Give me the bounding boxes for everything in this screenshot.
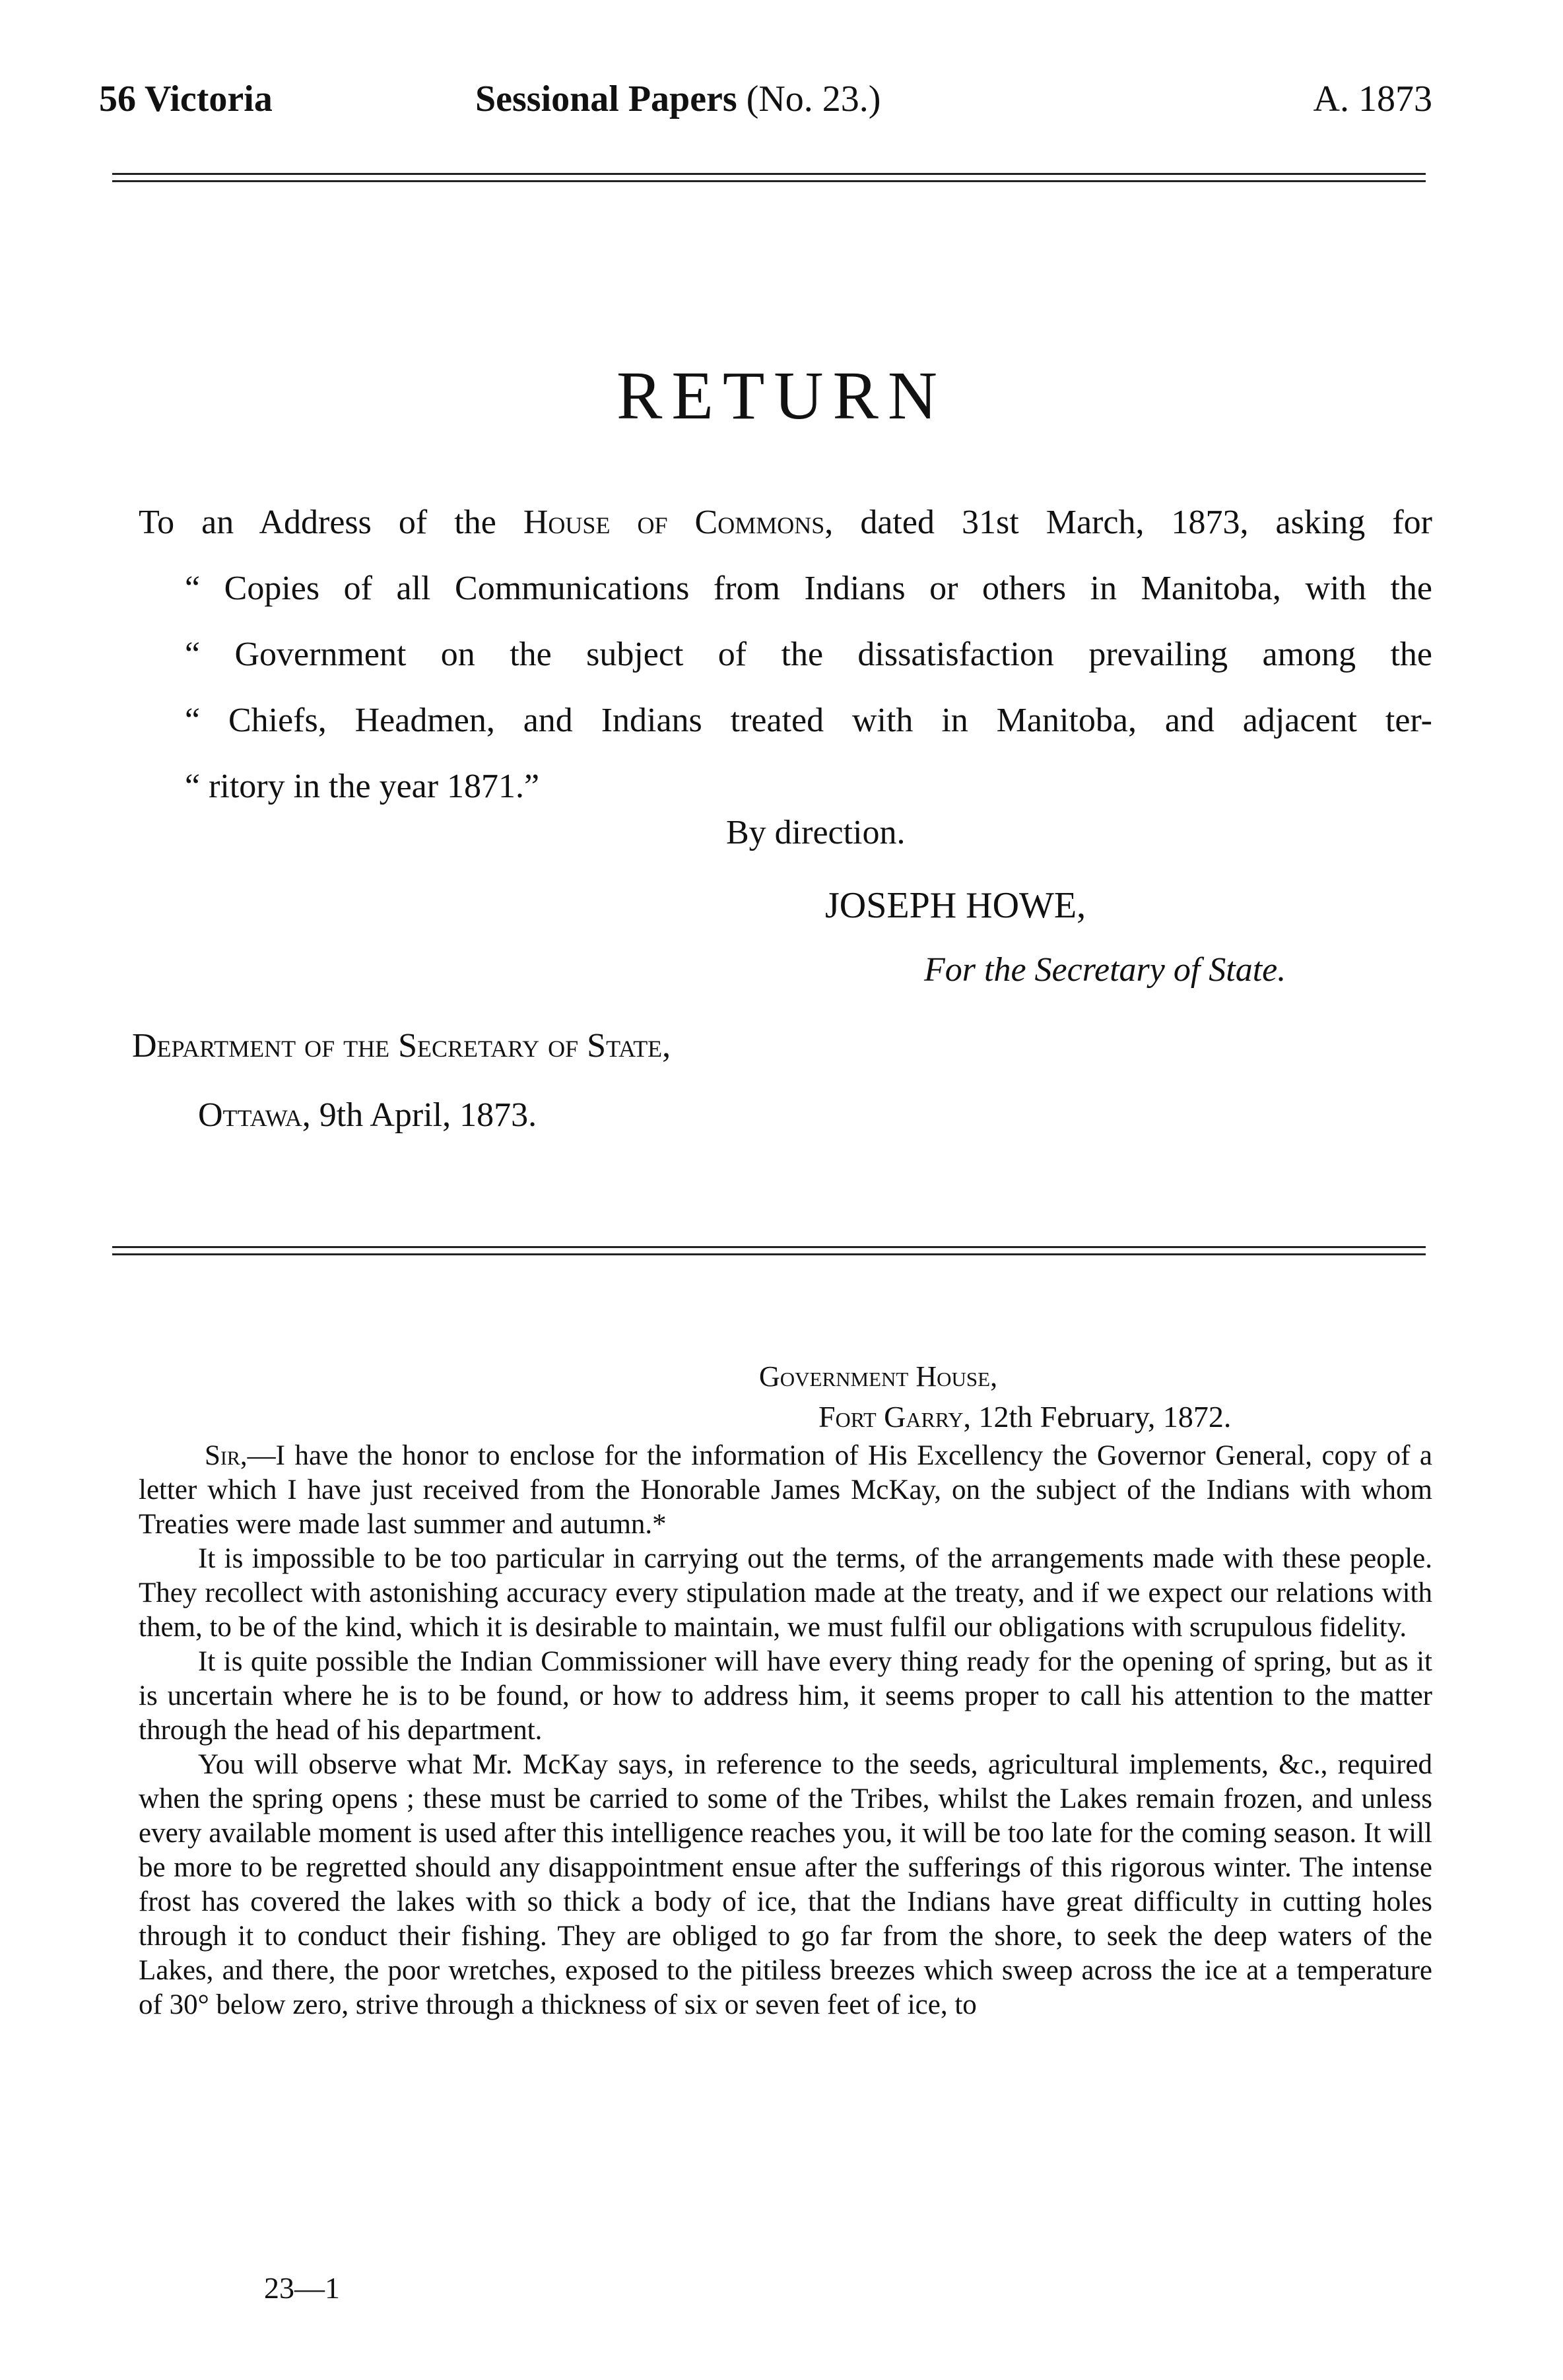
letter-paragraph: It is quite possible the Indian Commissioner will have every thing ready for the opening of spring, but as it is uncertain where he is to be found, or how to address him, it seems proper to call his attention to the matter through the head of his department.: [139, 1646, 1432, 1746]
address-quote-line: “ ritory in the year 1871.”: [185, 768, 540, 805]
address-line-1-pre: To an Address of the: [139, 504, 523, 541]
letter-header-date: , 12th February, 1872.: [963, 1400, 1232, 1434]
department-place: Ottawa: [198, 1096, 302, 1134]
folio-signature: 23—1: [264, 2271, 340, 2305]
running-head-series-title: Sessional Papers: [475, 79, 737, 119]
header-rule: [112, 173, 1426, 182]
running-head-volume: 56 Victoria: [99, 79, 273, 119]
address-line-1-post: , dated 31st March, 1873, asking for: [824, 504, 1432, 541]
address-quote-line: “ Government on the subject of the dissatisfaction prevailing among the: [185, 636, 1432, 673]
letter-salutation: Sir,: [205, 1440, 248, 1471]
letter-body: [139, 1439, 1432, 2022]
letter-paragraph: You will observe what Mr. McKay says, in reference to the seeds, agricultural implements, &c., required when the spring opens ; these must be carried to some of the Tribes, whilst the Lakes remain frozen, and unless every available moment is used after this intelligence reaches you, it will be too late for the coming season. It will be more to be regretted should any disappointment ensue after the sufferings of this rigorous winter. The intense frost has covered the lakes with so thick a body of ice, that the Indians have great difficulty in cutting holes through it to conduct their fishing. They are obliged to go far from the shore, to seek the deep waters of the Lakes, and there, the poor wretches, exposed to the pitiless breezes which sweep across the ice at a temperature of 30° below zero, strive through a thickness of six or seven feet of ice, to: [139, 1749, 1432, 2020]
address-line-1: [139, 490, 1432, 556]
department-date-line: [198, 1096, 537, 1135]
by-direction: By direction.: [726, 814, 906, 851]
department-name: Department of the Secretary of State,: [132, 1027, 671, 1065]
document-title: RETURN: [616, 358, 947, 434]
running-head-series: [475, 78, 881, 120]
running-head-paper-number: (No. 23.): [746, 79, 881, 119]
letter-header-place: Fort Garry: [818, 1400, 964, 1434]
letter-paragraph: [139, 1439, 1432, 1542]
running-head-year: A. 1873: [1313, 79, 1432, 119]
section-rule: [112, 1246, 1426, 1255]
address-house-name: House of Commons: [523, 504, 825, 541]
letter-header-place-date: [818, 1399, 1231, 1434]
letter-paragraph: It is impossible to be too particular in carrying out the terms, of the arrangements made with these people. They recollect with astonishing accuracy every stipulation made at the treaty, and if we expect our relations with them, to be of the kind, which it is desirable to maintain, we must fulfil our obligations with scrupulous fidelity.: [139, 1543, 1432, 1643]
running-head: [99, 78, 1432, 137]
signer-role: For the Secretary of State.: [924, 951, 1286, 989]
address-quote-line: “ Chiefs, Headmen, and Indians treated with in Manitoba, and adjacent ter-: [185, 702, 1432, 739]
address-quote-line: “ Copies of all Communications from Indians or others in Manitoba, with the: [185, 570, 1432, 607]
letter-header-house: Government House,: [759, 1360, 998, 1393]
letter-paragraph-text: —I have the honor to enclose for the information of His Excellency the Governor General, copy of a letter which I have just received from the Honorable James McKay, on the subject of the Indians with whom Treaties were made last summer and autumn.*: [139, 1440, 1432, 1540]
address-block: [139, 490, 1432, 820]
department-date: , 9th April, 1873.: [302, 1096, 537, 1134]
signer-name: JOSEPH HOWE,: [825, 885, 1086, 926]
